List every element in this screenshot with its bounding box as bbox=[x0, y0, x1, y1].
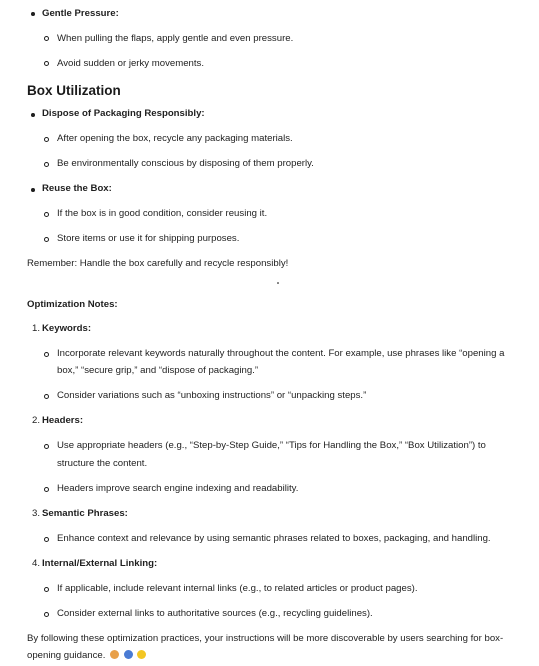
sub-bullet-icon bbox=[44, 237, 49, 242]
list-number: 2. bbox=[32, 415, 41, 426]
sub-bullet-icon bbox=[44, 212, 49, 217]
sub-bullet-icon bbox=[44, 36, 49, 41]
sub-bullet-icon bbox=[44, 612, 49, 617]
list-item-label: Semantic Phrases: bbox=[42, 508, 128, 519]
list-subitem: When pulling the flaps, apply gentle and even pressure. bbox=[57, 33, 294, 44]
list-subitem: After opening the box, recycle any packaging materials. bbox=[57, 133, 293, 144]
list-item-label: Keywords: bbox=[42, 323, 92, 334]
sub-bullet-icon bbox=[44, 394, 49, 399]
sub-bullet-icon bbox=[44, 137, 49, 142]
closing-paragraph: By following these optimization practices, your instructions will be more discoverable by users searching for box- bbox=[27, 633, 504, 644]
list-item-label: Reuse the Box: bbox=[42, 183, 112, 194]
list-item-label: Gentle Pressure: bbox=[42, 8, 119, 19]
sparkles-icon bbox=[137, 650, 146, 659]
package-icon bbox=[110, 650, 119, 659]
list-subitem: Enhance context and relevance by using semantic phrases related to boxes, packaging, and handling. bbox=[57, 533, 491, 544]
magnifier-icon bbox=[124, 650, 133, 659]
closing-paragraph-end bbox=[27, 650, 146, 662]
remember-note: Remember: Handle the box carefully and recycle responsibly! bbox=[27, 258, 289, 269]
list-number: 4. bbox=[32, 558, 41, 569]
sub-bullet-icon bbox=[44, 444, 49, 449]
list-subitem-continued: box,” “secure grip,” and “dispose of packaging.” bbox=[57, 365, 259, 376]
list-item-label: Dispose of Packaging Responsibly: bbox=[42, 108, 205, 119]
optimization-title: Optimization Notes: bbox=[27, 299, 118, 310]
section-heading: Box Utilization bbox=[27, 83, 121, 98]
list-subitem: If applicable, include relevant internal links (e.g., to related articles or product pages). bbox=[57, 583, 418, 594]
sub-bullet-icon bbox=[44, 537, 49, 542]
sub-bullet-icon bbox=[44, 487, 49, 492]
bullet-icon bbox=[31, 113, 35, 117]
list-subitem: Use appropriate headers (e.g., “Step-by-Step Guide,” “Tips for Handling the Box,” “Box Utilization”) to bbox=[57, 440, 486, 451]
sub-bullet-icon bbox=[44, 61, 49, 66]
cursor-mark bbox=[277, 282, 279, 284]
list-subitem: Store items or use it for shipping purposes. bbox=[57, 233, 240, 244]
bullet-icon bbox=[31, 12, 35, 16]
sub-bullet-icon bbox=[44, 352, 49, 357]
list-item-label: Internal/External Linking: bbox=[42, 558, 158, 569]
list-subitem: Consider external links to authoritative sources (e.g., recycling guidelines). bbox=[57, 608, 373, 619]
sub-bullet-icon bbox=[44, 587, 49, 592]
list-subitem-continued: structure the content. bbox=[57, 458, 148, 469]
list-number: 1. bbox=[32, 323, 41, 334]
list-subitem: Be environmentally conscious by disposing of them properly. bbox=[57, 158, 314, 169]
list-item-label: Headers: bbox=[42, 415, 84, 426]
list-subitem: Avoid sudden or jerky movements. bbox=[57, 58, 204, 69]
list-number: 3. bbox=[32, 508, 41, 519]
list-subitem: Headers improve search engine indexing and readability. bbox=[57, 483, 299, 494]
list-subitem: Incorporate relevant keywords naturally throughout the content. For example, use phrases like “opening a bbox=[57, 348, 505, 359]
list-subitem: If the box is in good condition, consider reusing it. bbox=[57, 208, 268, 219]
list-subitem: Consider variations such as “unboxing instructions” or “unpacking steps.” bbox=[57, 390, 367, 401]
sub-bullet-icon bbox=[44, 162, 49, 167]
closing-paragraph-text: opening guidance. bbox=[27, 650, 106, 661]
bullet-icon bbox=[31, 188, 35, 192]
